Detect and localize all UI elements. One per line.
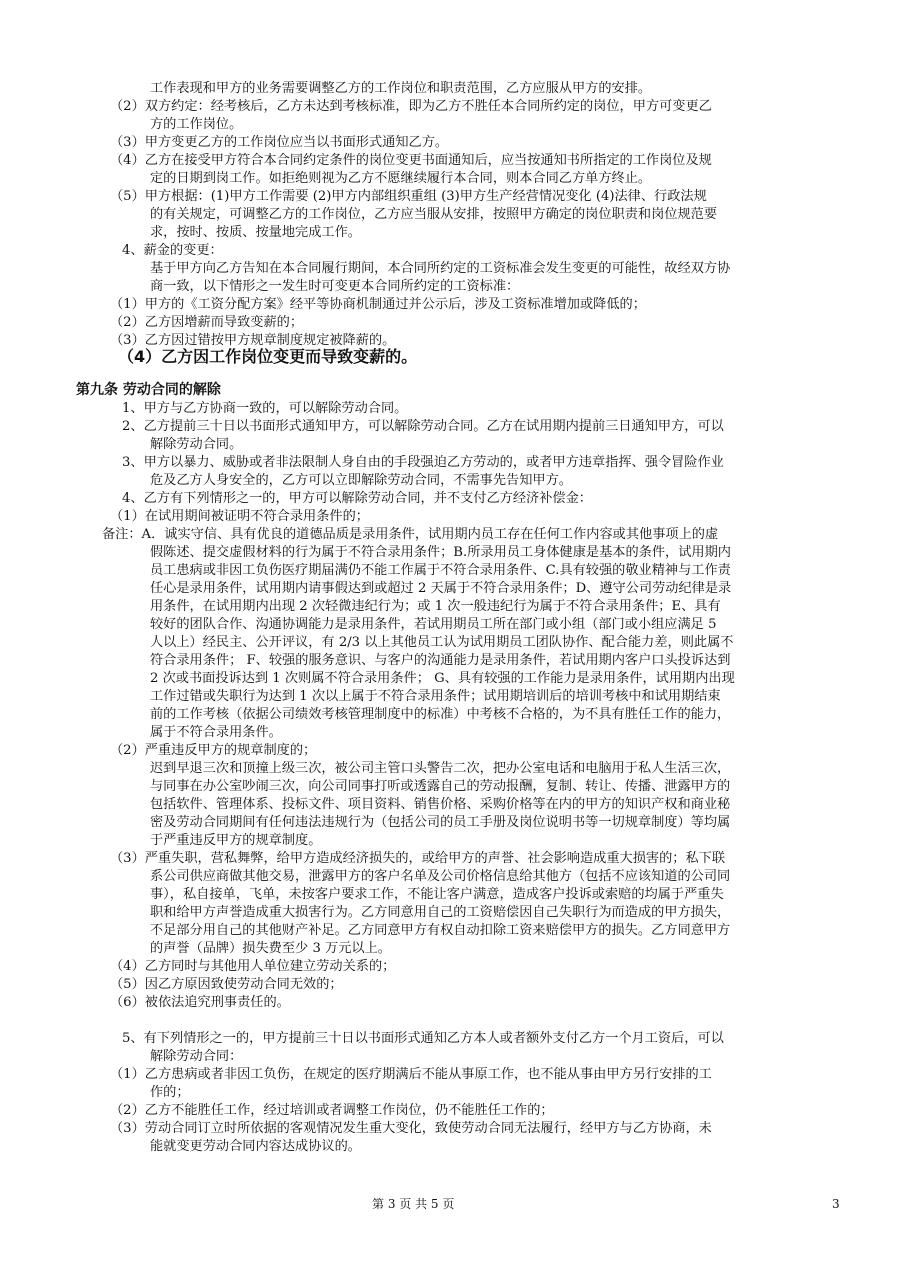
text-line: 假陈述、提交虚假材料的行为属于不符合录用条件；B.所录用员工身体健康是基本的条件，试用期内 xyxy=(150,545,731,560)
text-line: 工作表现和甲方的业务需要调整乙方的工作岗位和职责范围，乙方应服从甲方的安排。 xyxy=(150,81,652,96)
page-number: 3 xyxy=(832,1197,840,1211)
text-line: 较好的团队合作、沟通协调能力是录用条件，若试用期员工所在部门或小组（部门或小组应满足 5 xyxy=(150,617,717,632)
text-line: （3）严重失职，营私舞弊，给甲方造成经济损失的，或给甲方的声誉、社会影响造成重大损害的；私下联 xyxy=(110,851,726,866)
text-line: 求，按时、按质、按量地完成工作。 xyxy=(150,225,361,240)
text-line: （1）在试用期间被证明不符合录用条件的； xyxy=(110,509,369,524)
text-line: 事），私自接单，飞单，未按客户要求工作，不能让客户满意，造成客户投诉或索赔的均属于严重失 xyxy=(150,887,724,902)
text-line: 1、甲方与乙方协商一致的，可以解除劳动合同。 xyxy=(122,401,408,416)
text-line: 迟到早退三次和顶撞上级三次，被公司主管口头警告二次，把办公室电话和电脑用于私人生活三次， xyxy=(150,761,731,776)
text-line: 与同事在办公室吵闹三次，向公司同事打听或透露自己的劳动报酬，复制、转让、传播、泄露甲方的 xyxy=(150,779,731,794)
text-line: 职和给甲方声誉造成重大损害行为。乙方同意用自己的工资赔偿因自己失职行为而造成的甲方损失， xyxy=(150,905,731,920)
text-line: 方的工作岗位。 xyxy=(150,117,243,132)
text-line: （5）甲方根据：(1)甲方工作需要 (2)甲方内部组织重组 (3)甲方生产经营情况变化 (4)法律、行政法规 xyxy=(110,189,707,204)
text-line: 2 次或书面投诉达到 1 次则属不符合录用条件； G、具有较强的工作能力是录用条件，试用期内出现 xyxy=(150,671,735,686)
text-line: 任心是录用条件，试用期内请事假达到或超过 2 天属于不符合录用条件；D、遵守公司劳动纪律是录 xyxy=(150,581,732,596)
text-line: 属于不符合录用条件。 xyxy=(150,725,282,740)
text-line: （4）乙方同时与其他用人单位建立劳动关系的； xyxy=(110,959,396,974)
text-line: 危及乙方人身安全的，乙方可以立即解除劳动合同，不需事先告知甲方。 xyxy=(150,473,572,488)
text-line: 备注：A．诚实守信、具有优良的道德品质是录用条件，试用期内员工存在任何工作内容或其他事项上的虚 xyxy=(102,527,719,542)
text-line: 2、乙方提前三十日以书面形式通知甲方，可以解除劳动合同。乙方在试用期内提前三日通知甲方，可以 xyxy=(122,419,724,434)
text-line: 商一致，以下情形之一发生时可变更本合同所约定的工资标准： xyxy=(150,279,520,294)
text-line: （6）被依法追究刑事责任的。 xyxy=(110,995,290,1010)
text-line: （1）乙方患病或者非因工负伤，在规定的医疗期满后不能从事原工作，也不能从事由甲方另行安排的工 xyxy=(110,1067,712,1082)
text-line: 作的； xyxy=(150,1085,190,1100)
text-line: 解除劳动合同。 xyxy=(150,437,243,452)
text-line: 人以上）经民主、公开评议，有 2/3 以上其他员工认为试用期员工团队协作、配合能力差，则此属不 xyxy=(150,635,734,650)
text-line: 4、薪金的变更： xyxy=(122,243,223,258)
page-footer-label: 第 3 页 共 5 页 xyxy=(372,1197,455,1211)
text-line: （4）乙方在接受甲方符合本合同约定条件的岗位变更书面通知后，应当按通知书所指定的工作岗位及规 xyxy=(110,153,712,168)
text-line: （2）双方约定：经考核后，乙方未达到考核标准，即为乙方不胜任本合同所约定的岗位，甲方可变更乙 xyxy=(110,99,712,114)
text-line: 的声誉（品牌）损失费至少 3 万元以上。 xyxy=(150,941,391,956)
text-line: 的有关规定，可调整乙方的工作岗位，乙方应当服从安排，按照甲方确定的岗位职责和岗位规范要 xyxy=(150,207,718,222)
text-line: （4）乙方因工作岗位变更而导致变薪的。 xyxy=(118,347,418,366)
text-line: 包括软件、管理体系、投标文件、项目资料、销售价格、采购价格等在内的甲方的知识产权和商业秘 xyxy=(150,797,731,812)
text-line: 不足部分用自己的其他财产补足。乙方同意甲方有权自动扣除工资来赔偿甲方的损失。乙方同意甲方 xyxy=(150,923,731,938)
text-line: 定的日期到岗工作。如拒绝则视为乙方不愿继续履行本合同，则本合同乙方单方终止。 xyxy=(150,171,652,186)
text-line: （1）甲方的《工资分配方案》经平等协商机制通过并公示后，涉及工资标准增加或降低的； xyxy=(110,297,646,312)
text-line: 5、有下列情形之一的，甲方提前三十日以书面形式通知乙方本人或者额外支付乙方一个月工资后，可以 xyxy=(122,1031,724,1046)
text-line: 4、乙方有下列情形之一的，甲方可以解除劳动合同，并不支付乙方经济补偿金： xyxy=(122,491,592,506)
text-line: 解除劳动合同： xyxy=(150,1049,243,1064)
text-line: （2）严重违反甲方的规章制度的； xyxy=(110,743,317,758)
text-line: 符合录用条件； F、较强的服务意识、与客户的沟通能力是录用条件，若试用期内客户口头投诉达到 xyxy=(150,653,731,668)
text-line: 系公司供应商做其他交易，泄露甲方的客户名单及公司价格信息给其他方（包括不应该知道的公司同 xyxy=(150,869,731,884)
text-line: （3）甲方变更乙方的工作岗位应当以书面形式通知乙方。 xyxy=(110,135,449,150)
text-line: 前的工作考核（依据公司绩效考核管理制度中的标准）中考核不合格的，为不具有胜任工作的能力， xyxy=(150,707,731,722)
text-line: 密及劳动合同期间有任何违法违规行为（包括公司的员工手册及岗位说明书等一切规章制度）等均属 xyxy=(150,815,731,830)
text-line: 能就变更劳动合同内容达成协议的。 xyxy=(150,1139,361,1154)
text-line: 员工患病或非因工负伤医疗期届满仍不能工作属于不符合录用条件、C.具有较强的敬业精神与工作责 xyxy=(150,563,731,578)
text-line: 工作过错或失职行为达到 1 次以上属于不符合录用条件；试用期培训后的培训考核中和试用期结束 xyxy=(150,689,721,704)
text-line: （5）因乙方原因致使劳动合同无效的； xyxy=(110,977,343,992)
text-line: 于严重违反甲方的规章制度。 xyxy=(150,833,322,848)
text-line: 基于甲方向乙方告知在本合同履行期间，本合同所约定的工资标准会发生变更的可能性，故经双方协 xyxy=(150,261,731,276)
text-line: （3）劳动合同订立时所依据的客观情况发生重大变化，致使劳动合同无法履行，经甲方与乙方协商，未 xyxy=(110,1121,712,1136)
text-line: （2）乙方不能胜任工作，经过培训或者调整工作岗位，仍不能胜任工作的； xyxy=(110,1103,554,1118)
text-line: （3）乙方因过错按甲方规章制度规定被降薪的。 xyxy=(110,333,396,348)
text-line: （2）乙方因增薪而导致变薪的； xyxy=(110,315,304,330)
section-heading: 第九条 劳动合同的解除 xyxy=(76,382,221,398)
text-line: 3、甲方以暴力、威胁或者非法限制人身自由的手段强迫乙方劳动的，或者甲方违章指挥、强令冒险作业 xyxy=(122,455,724,470)
text-line: 用条件，在试用期内出现 2 次轻微违纪行为；或 1 次一般违纪行为属于不符合录用条件；E、具有 xyxy=(150,599,721,614)
